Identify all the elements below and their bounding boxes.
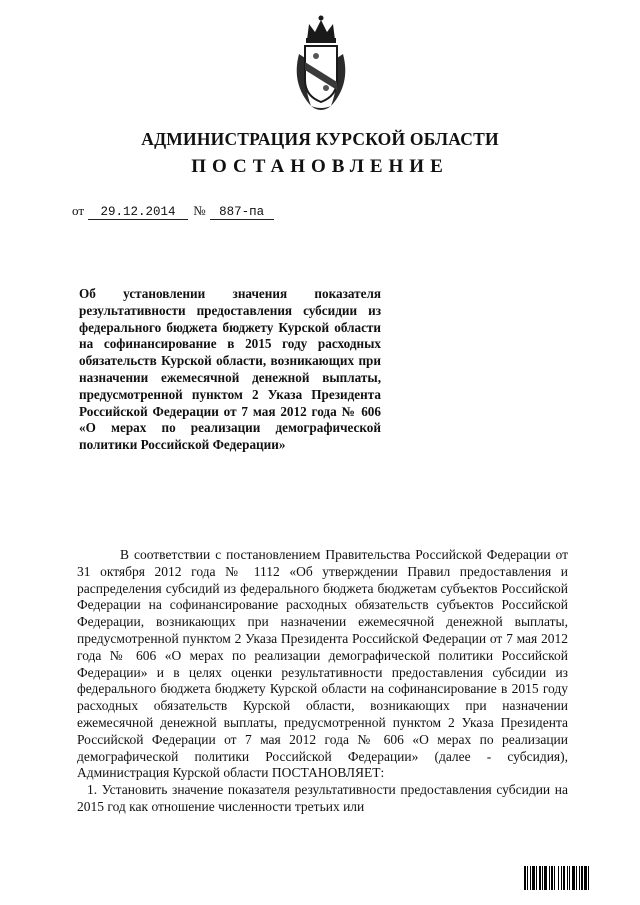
document-date: 29.12.2014 xyxy=(88,205,188,220)
number-prefix: № xyxy=(193,203,206,218)
document-type: ПОСТАНОВЛЕНИЕ xyxy=(191,156,449,177)
preamble-paragraph: В соответствии с постановлением Правительства Российской Федерации от 31 октября 2012 года № 1112 «Об утверждении Правил предоставления и распределения субсидий из федерального бюджета бюджетам субъектов Российской Федерации на софинансирование расходных обязательств субъектов Российской Федерации, возникающих при назначении ежемесячной денежной выплаты, предусмотренной пунктом 2 Указа Президента Российской Федерации от 7 мая 2012 года № 606 «О мерах по реализации демографической политики Российской Федерации» и в целях оценки результативности предоставления субсидии из федерального бюджета бюджету Курской области на софинансирование в 2015 году расходных обязательств Курской области, возникающих при назначении ежемесячной денежной выплаты, предусмотренной пунктом 2 Указа Президента Российской Федерации от 7 мая 2012 года № 606 «О мерах по реализации демографической политики Российской Федерации» (далее - субсидия), Администрация Курской области ПОСТАНОВЛЯЕТ: xyxy=(77,547,568,781)
barcode-icon xyxy=(524,866,620,890)
document-body xyxy=(77,547,568,816)
document-number: 887-па xyxy=(210,205,274,220)
date-line xyxy=(72,203,274,220)
date-prefix: от xyxy=(72,203,85,218)
kursk-coat-of-arms-icon xyxy=(289,14,353,116)
item-1-paragraph: 1. Установить значение показателя результативности предоставления субсидии на 2015 год как отношение численности третьих или xyxy=(77,782,568,814)
document-subject: Об установлении значения показателя результативности предоставления субсидии из федерального бюджета бюджету Курской области на софинансирование в 2015 году расходных обязательств Курской области, возникающих при назначении ежемесячной денежной выплаты, предусмотренной пунктом 2 Указа Президента Российской Федерации от 7 мая 2012 года № 606 «О мерах по реализации демографической политики Российской Федерации» xyxy=(79,286,381,453)
organization-title: АДМИНИСТРАЦИЯ КУРСКОЙ ОБЛАСТИ xyxy=(141,129,499,149)
